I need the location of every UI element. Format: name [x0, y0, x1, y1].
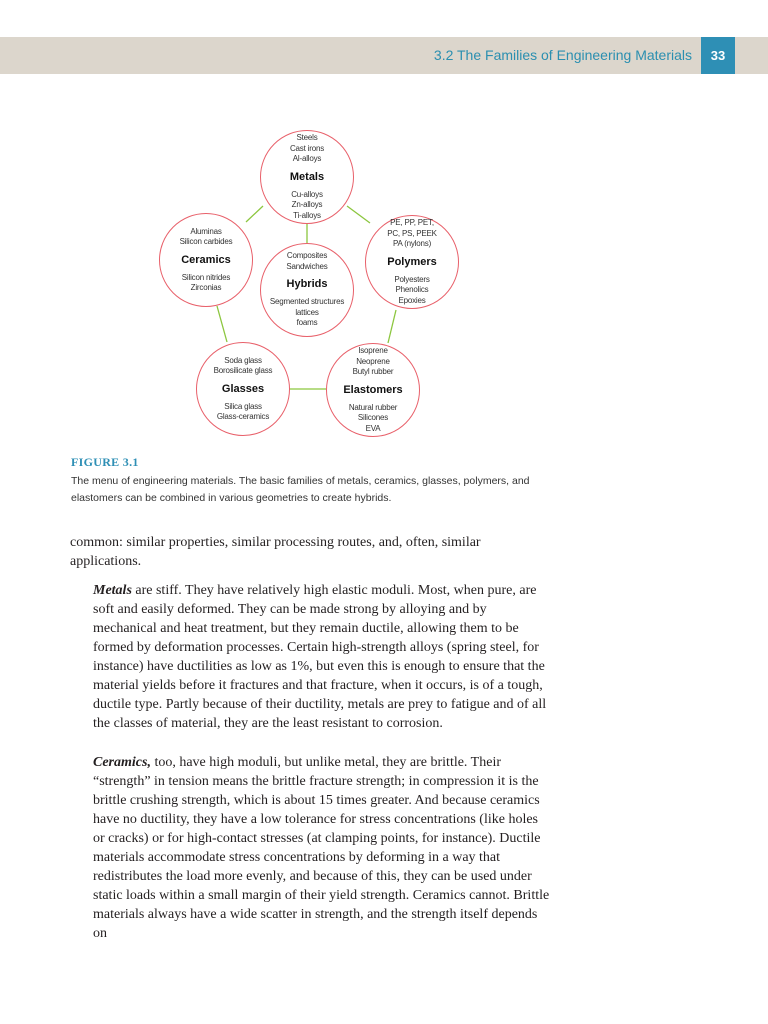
- hybrids-label: Hybrids: [286, 278, 328, 291]
- hybrids-example: foams: [296, 318, 318, 328]
- hybrids-example: lattices: [295, 307, 319, 317]
- elastomers-example: Silicones: [357, 413, 389, 422]
- ceramics-example: Silicon nitrides: [181, 272, 231, 282]
- glasses-label: Glasses: [221, 382, 265, 395]
- polymers-label: Polymers: [387, 255, 437, 268]
- metals-example: Ti-alloys: [293, 210, 321, 220]
- polymers-example: PC, PS, PEEK: [387, 228, 437, 238]
- paragraph-continuation: common: similar properties, similar processing routes, and, often, similar applications.: [70, 535, 481, 569]
- hybrids-example: Composites: [286, 251, 328, 261]
- node-polymers: [365, 215, 459, 309]
- connector-polymers-elastomers: [388, 310, 396, 343]
- node-ceramics: [159, 213, 253, 307]
- glasses-example: Borosilicate glass: [213, 366, 273, 375]
- polymers-example: Polyesters: [394, 274, 430, 284]
- section-title: 3.2 The Families of Engineering Materials: [433, 47, 692, 63]
- paragraph-metals: [93, 581, 551, 733]
- polymers-example: PE, PP, PET,: [390, 218, 434, 227]
- elastomers-label: Elastomers: [343, 383, 403, 396]
- glasses-example: Silica glass: [224, 401, 262, 411]
- ceramics-example: Silicon carbides: [179, 237, 233, 246]
- glasses-example: Soda glass: [224, 355, 262, 365]
- metals-example: Cast irons: [289, 143, 324, 153]
- elastomers-example: Natural rubber: [348, 402, 398, 412]
- connector-metals-polymers: [347, 206, 370, 223]
- metals-label: Metals: [289, 170, 325, 183]
- figure-caption: The menu of engineering materials. The basic families of metals, ceramics, glasses, polymers, and elastomers can be combined in various geometries to create hybrids.: [71, 475, 530, 504]
- figure-label: FIGURE 3.1: [71, 455, 139, 469]
- hybrids-example: Sandwiches: [286, 261, 328, 271]
- term-ceramics: Ceramics,: [93, 755, 151, 770]
- ceramics-example: Aluminas: [190, 226, 222, 236]
- metals-example: Steels: [296, 133, 318, 142]
- hybrids-example: Segmented structures: [269, 297, 345, 307]
- polymers-example: Phenolics: [395, 285, 429, 294]
- elastomers-example: Isoprene: [358, 346, 388, 355]
- ceramics-label: Ceramics: [181, 253, 231, 266]
- elastomers-example: Neoprene: [356, 356, 390, 366]
- connector-ceramics-glasses: [217, 306, 227, 342]
- node-elastomers: [326, 343, 420, 437]
- term-metals: Metals: [93, 583, 132, 598]
- elastomers-example: Butyl rubber: [352, 367, 394, 376]
- polymers-example: PA (nylons): [392, 239, 432, 248]
- paragraph-ceramics: [93, 753, 551, 943]
- connector-metals-ceramics: [246, 206, 263, 222]
- page-number: 33: [701, 37, 735, 74]
- elastomers-example: EVA: [365, 423, 381, 433]
- metals-example: Zn-alloys: [291, 200, 323, 209]
- metals-example: Cu-alloys: [291, 189, 323, 199]
- metals-example: Al-alloys: [292, 154, 322, 163]
- ceramics-example: Zirconias: [190, 283, 222, 292]
- metals-description: are stiff. They have relatively high elastic moduli. Most, when pure, are soft and easily deformed. They can be made strong by alloying and by mechanical and heat treatment, but they remain ductile, allowing them to be formed by deformation processes. Certain high-strength alloys (spring steel, for instance) have ductilities as low as 1%, but even this is enough to ensure that the material yields before it fractures and that fracture, when it occurs, is of a tough, ductile type. Partly because of their ductility, metals are prey to fatigue and of all the classes of material, they are the least resistant to corrosion.: [93, 583, 547, 731]
- node-metals: [260, 130, 354, 224]
- ceramics-description: too, have high moduli, but unlike metal, they are brittle. Their “strength” in tension means the brittle fracture strength; in compression it is the brittle crushing strength, which is about 15 times greater. And because ceramics have no ductility, they have a low tolerance for stress concentrations (like holes or cracks) or for high-contact stresses (at clamping points, for instance). Ductile materials accommodate stress concentrations by deforming in a way that redistributes the load more evenly, and because of this, they can be used under static loads within a small margin of their yield strength. Ceramics cannot. Brittle materials always have a wide scatter in strength, and the strength itself depends on: [93, 755, 550, 941]
- polymers-example: Epoxies: [398, 295, 426, 305]
- node-hybrids: [260, 243, 354, 337]
- node-glasses: [196, 342, 290, 436]
- glasses-example: Glass-ceramics: [216, 412, 270, 421]
